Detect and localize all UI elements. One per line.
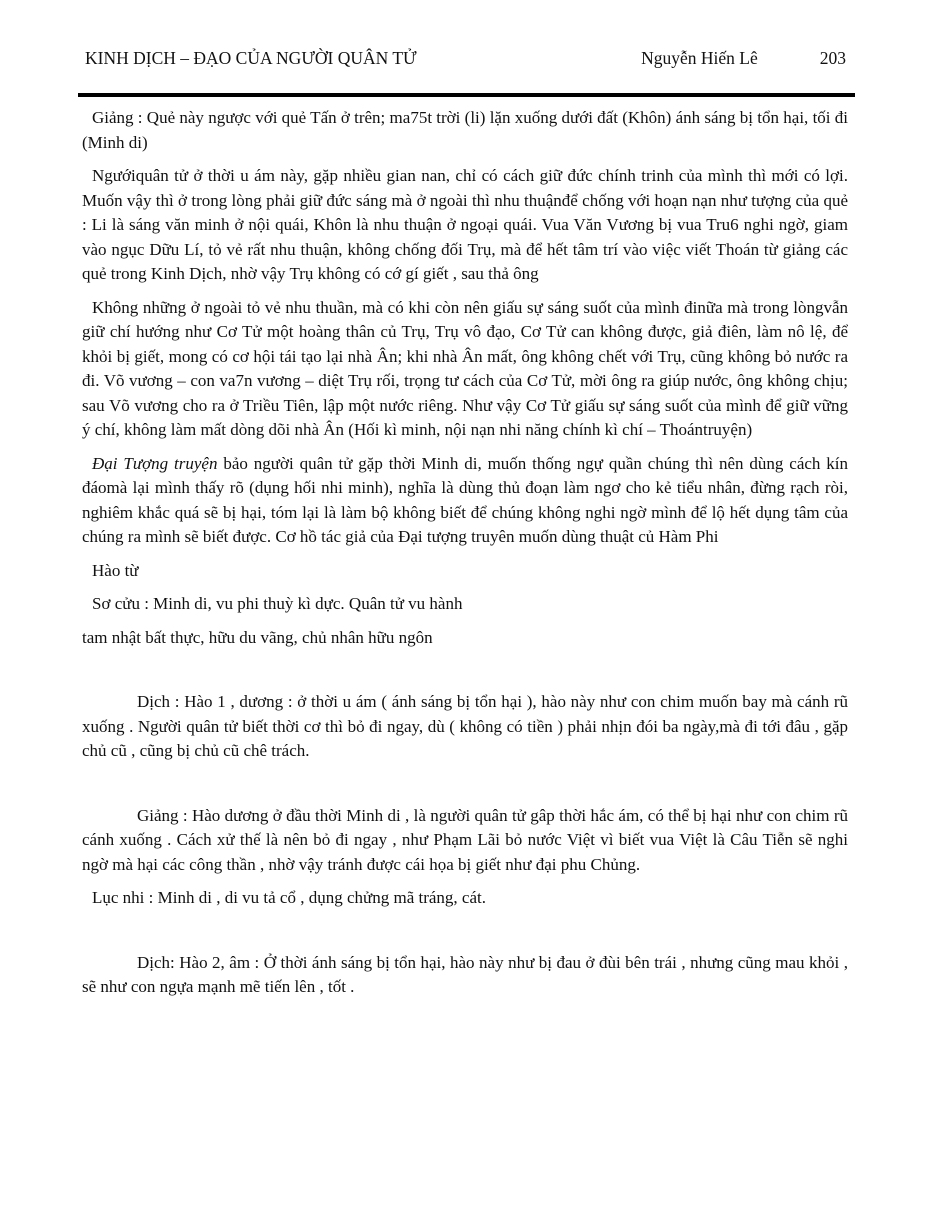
paragraph-lead-italic: Đại Tượng truyện <box>92 453 218 473</box>
running-title: KINH DỊCH – ĐẠO CỦA NGƯỜI QUÂN TỬ <box>85 48 417 68</box>
paragraph: Giảng : Quẻ này ngược với quẻ Tấn ở trên; ma75t trời (li) lặn xuống dưới đất (Khôn) ánh sáng bị tổn hại, tối đi (Minh di) <box>82 108 848 152</box>
paragraph: Sơ cửu : Minh di, vu phi thuỳ kì dực. Quân tử vu hành <box>92 594 463 613</box>
paragraph: Ngướiquân tử ở thời u ám này, gặp nhiều gian nan, chỉ có cách giữ đức chính trinh của mình thì mới có lợi. Muốn vậy thì ở trong lòng phải giữ đức sáng mà ở ngoài thì nhu thuậnđể chống với hoạn nạn như tượng của quẻ : Li là sáng văn minh ở nội quái, Khôn là nhu thuận ở ngoại quái. Vua Văn Vương bị vua Tru6 nghi ngờ, giam vào ngục Dữu Lí, tỏ vẻ rất nhu thuận, không chống đối Trụ, mà để hết tâm trí vào việc viết Thoán từ giảng các quẻ trong Kinh Dịch, nhờ vậy Trụ không có cớ gí giết , sau thả ông <box>82 166 848 283</box>
paragraph: Lục nhi : Minh di , di vu tả cổ , dụng chửng mã tráng, cát. <box>92 888 486 907</box>
paragraph: tam nhật bất thực, hữu du vãng, chủ nhân hữu ngôn <box>82 627 433 647</box>
paragraph: Không những ở ngoài tỏ vẻ nhu thuần, mà có khi còn nên giấu sự sáng suốt của mình đinữa mà trong lòngvẫn giữ chí hướng như Cơ Tử một hoàng thân củ Trụ, Trụ vô đạo, Cơ Tử can không được, giả điên, làm nô lệ, để khỏi bị giết, mong có cơ hội tái tạo lại nhà Ân; khi nhà Ân mất, ông không chết với Trụ, cũng không bỏ nước ra đi. Võ vương – con va7n vương – diệt Trụ rối, trọng tư cách của Cơ Tử, mời ông ra giúp nước, ông không chịu; sau Võ vương cho ra ở Triều Tiên, lập một nước riêng. Như vậy Cơ Tử giấu sự sáng suốt của mình để giữ vững ý chí, không làm mất dòng dõi nhà Ân (Hối kì minh, nội nạn nhi năng chính kì chí – Thoántruyện) <box>82 297 848 439</box>
author-name: Nguyễn Hiến Lê <box>641 48 758 68</box>
body-text <box>82 106 848 1000</box>
paragraph: Dịch: Hào 2, âm : Ở thời ánh sáng bị tổn hại, hào này như bị đau ở đùi bên trái , nhưng cũng mau khỏi , sẽ như con ngựa mạnh mẽ tiến lên , tốt . <box>82 952 848 996</box>
header-divider <box>78 93 855 97</box>
paragraph: Hào từ <box>92 560 139 580</box>
page-header <box>82 48 848 69</box>
paragraph: Đại Tượng truyện bảo người quân tử gặp thời Minh di, muốn thống ngự quần chúng thì nên dùng cách kín đáomà lại mình thấy rõ (dụng hối nhi minh), nghĩa là dùng thủ đoạn làm ngơ cho kẻ tiểu nhân, đừng rạch ròi, nghiêm khắc quá sẽ bị hại, tóm lại là làm bộ không biết để chúng không nghi ngờ mình để lộ hết dụng tâm của chúng ra mình sẽ biết được. Cơ hồ tác giả của Đại tượng truyên muốn dùng thuật củ Hàm Phi <box>82 453 849 546</box>
paragraph: Dịch : Hào 1 , dương : ở thời u ám ( ánh sáng bị tổn hại ), hào này như con chim muốn bay mà cánh rũ xuống . Người quân tử biết thời cơ thì bỏ đi ngay, dù ( không có tiền ) phải nhịn đói ba ngày,mà đi tới đâu , gặp chủ cũ , cũng bị chủ cũ chê trách. <box>82 692 848 760</box>
page-number: 203 <box>819 48 846 68</box>
paragraph: Giảng : Hào dương ở đầu thời Minh di , là người quân tử gâp thời hắc ám, có thể bị hại như con chim rũ cánh xuống . Cách xử thế là nên bỏ đi ngay , như Phạm Lãi bỏ nước Việt vì biết vua Việt là Câu Tiễn sẽ nghi ngờ mà hại các công thần , nhờ vậy tránh được cái họa bị giết như đại phu Chủng. <box>82 805 848 874</box>
